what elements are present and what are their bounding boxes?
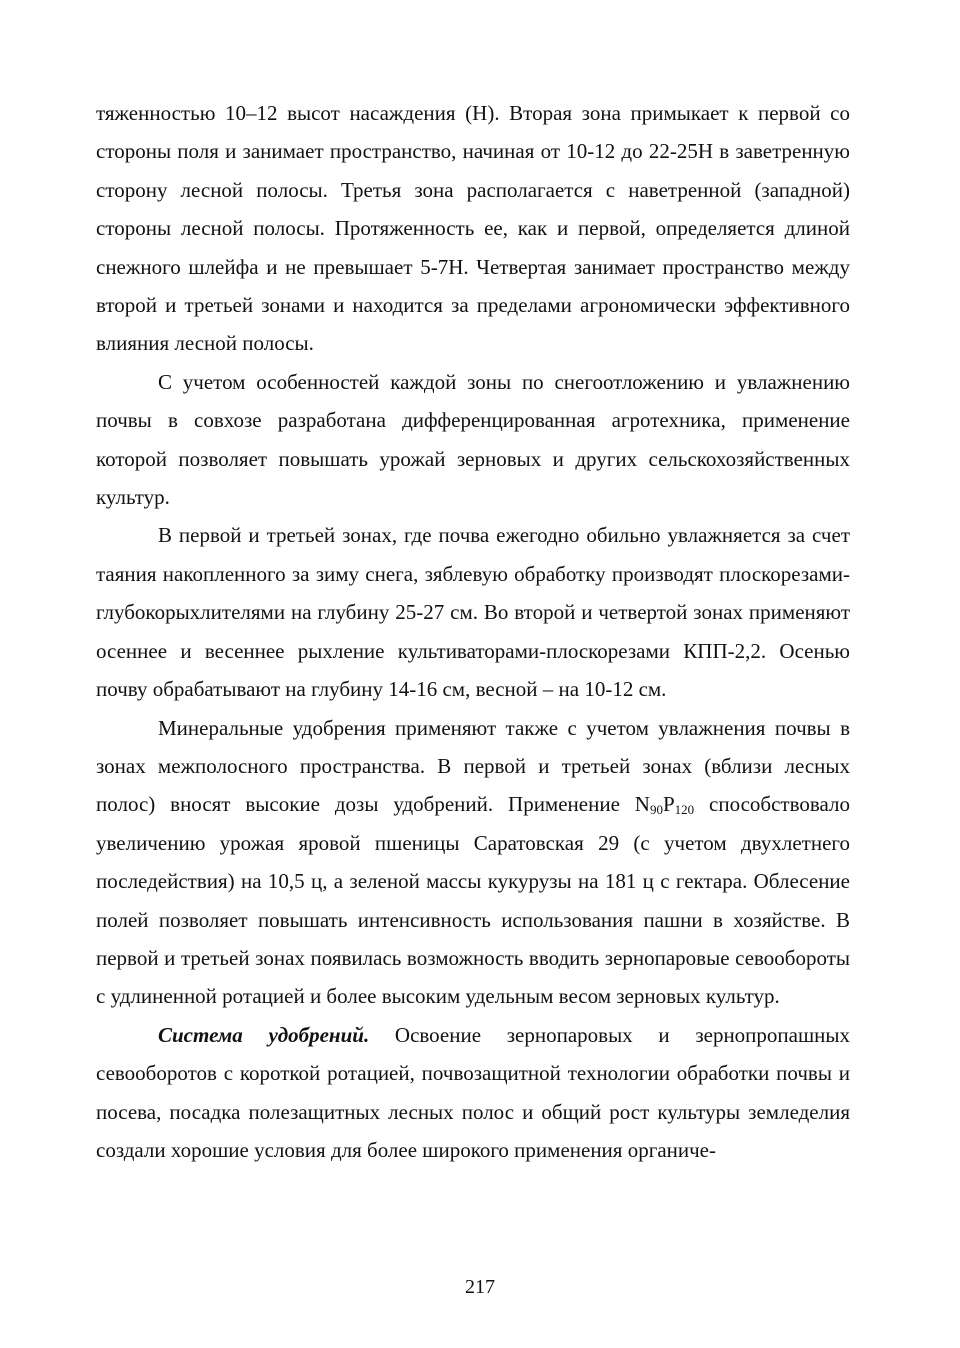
document-body: [96, 94, 850, 1169]
nitrogen-dose: 90: [649, 802, 663, 818]
phosphorus-dose: 120: [674, 802, 695, 818]
fertilizer-text-before: Минеральные удобрения применяют также с учетом увлажнения почвы в зонах межполосного пространства. В первой и третьей зонах (вблизи лесных полос) вносят высокие дозы удобрений. Применение N: [96, 715, 850, 817]
fertilizer-system-text: Освоение зернопаровых и зернопропашных севооборотов с короткой ротацией, почвозащитной технологии обработки почвы и посева, посадка полезащитных лесных полос и общий рост культуры земледелия создали хорошие условия для более широкого применения органиче-: [96, 1022, 850, 1162]
section-term-fertilizer-system: Система удобрений.: [158, 1022, 370, 1047]
page-number: 217: [465, 1276, 495, 1298]
fertilizer-text-after: способствовало увеличению урожая яровой пшеницы Саратовская 29 (с учетом двухлетнего последействия) на 10,5 ц, а зеленой массы кукурузы на 181 ц с гектара. Облесение полей позволяет повышать интенсивность использования пашни в хозяйстве. В первой и третьей зонах появилась возможность вводить зернопаровые севообороты с удлиненной ротацией и более высоким удельным весом зерновых культур.: [96, 792, 850, 1009]
phosphorus-symbol: P: [662, 792, 675, 817]
paragraph-agrotechnics: С учетом особенностей каждой зоны по снегоотложению и увлажнению почвы в совхозе разработана дифференцированная агротехника, применение которой позволяет повышать урожай зерновых и других сельскохозяйственных культур.: [96, 369, 850, 510]
paragraph-zones-description: тяженностью 10–12 высот насаждения (Н). Вторая зона примыкает к первой со стороны поля и занимает пространство, начиная от 10-12 до 22-25Н в заветренную сторону лесной полосы. Третья зона располагается с наветренной (западной) стороны лесной полосы. Протяженность ее, как и первой, определяется длиной снежного шлейфа и не превышает 5-7Н. Четвертая занимает пространство между второй и третьей зонами и находится за пределами агрономически эффективного влияния лесной полосы.: [96, 101, 850, 356]
paragraph-tillage: В первой и третьей зонах, где почва ежегодно обильно увлажняется за счет таяния накопленного за зиму снега, зяблевую обработку производят плоскорезами-глубокорыхлителями на глубину 25-27 см. Во второй и четвертой зонах применяют осеннее и весеннее рыхление культиваторами-плоскорезами КПП-2,2. Осенью почву обрабатывают на глубину 14-16 см, весной – на 10-12 см.: [96, 523, 850, 702]
paragraph-fertilizer-system: [96, 1016, 850, 1170]
paragraph-mineral-fertilizers: [96, 709, 850, 1016]
